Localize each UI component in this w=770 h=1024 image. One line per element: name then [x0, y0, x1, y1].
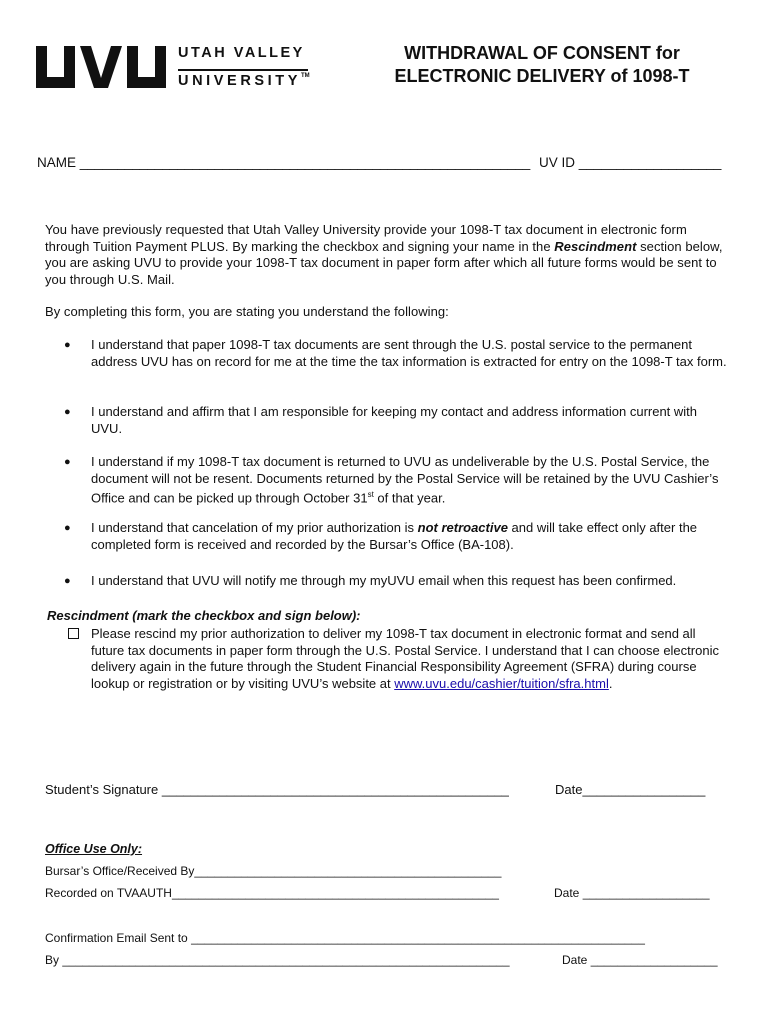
by-line: ___________________________________________________________________ — [62, 953, 510, 967]
by-field[interactable] — [45, 953, 510, 967]
bullet-3-sup: st — [367, 490, 374, 499]
recorded-date-line: ___________________ — [582, 886, 710, 900]
bullet-dot: ● — [64, 456, 71, 468]
bullet-item-2: I understand and affirm that I am responsible for keeping my contact and address information current with UVU. — [91, 404, 698, 436]
by-date-field[interactable] — [562, 953, 718, 967]
logo-divider — [178, 69, 308, 71]
bullet-3-text: I understand if my 1098-T tax document is returned to UVU as undeliverable by the U.S. Postal Service, the document will not be resent. Documents returned by the Postal Service will be retained by the UVU Cashier’s Office and can be picked up through October 31 — [91, 454, 719, 506]
uvu-logo-mark — [36, 46, 170, 90]
name-label: NAME — [37, 155, 77, 170]
form-title-line1: WITHDRAWAL OF CONSENT for — [404, 43, 680, 63]
logo-tm: TM — [301, 73, 310, 79]
signature-field[interactable] — [45, 782, 509, 797]
signature-date-line: _________________ — [582, 782, 706, 797]
bullet-4-emphasis: not retroactive — [417, 520, 508, 535]
logo-line-university — [178, 73, 310, 89]
received-label: Bursar’s Office/Received By — [45, 864, 195, 878]
bullet-dot: ● — [64, 575, 71, 587]
email-label: Confirmation Email Sent to — [45, 931, 188, 945]
intro-text-2: section below, you are asking UVU to provide your 1098-T tax document in paper form after which all future forms would be sent to you through U.S. Mail. — [45, 238, 723, 287]
rescindment-heading: Rescindment (mark the checkbox and sign below): — [47, 608, 361, 623]
form-title — [362, 42, 722, 88]
email-line: ____________________________________________________________________ — [191, 931, 645, 945]
signature-label: Student’s Signature — [45, 782, 159, 797]
by-label: By — [45, 953, 60, 967]
bullet-dot: ● — [64, 339, 71, 351]
rescind-checkbox[interactable] — [68, 628, 79, 639]
logo-line-utah-valley: UTAH VALLEY — [178, 45, 305, 61]
received-line: ______________________________________________ — [194, 864, 502, 878]
recorded-label: Recorded on TVAAUTH — [45, 886, 172, 900]
bullet-item-5: I understand that UVU will notify me through my myUVU email when this request has been confirmed. — [91, 573, 677, 588]
recorded-field[interactable] — [45, 886, 499, 900]
name-field[interactable] — [37, 155, 530, 170]
rescindment-text — [91, 626, 721, 692]
intro-emphasis: Rescindment — [554, 238, 637, 254]
uvid-label: UV ID — [539, 155, 576, 170]
intro-paragraph — [45, 222, 730, 288]
understand-intro: By completing this form, you are stating you understand the following: — [45, 304, 449, 319]
bullet-4-tail: and will take effect only after the completed form is received and recorded by the Bursar’s Office (BA-108). — [91, 520, 698, 552]
logo-university-text: UNIVERSITY — [178, 73, 302, 89]
bullet-3-tail: of that year. — [373, 490, 446, 506]
form-title-line2: ELECTRONIC DELIVERY of 1098-T — [394, 66, 690, 86]
sfra-link[interactable]: www.uvu.edu/cashier/tuition/sfra.html — [394, 675, 609, 691]
bullet-item-1: I understand that paper 1098-T tax documents are sent through the U.S. postal service to the permanent address UVU has on record for me at the time the tax information is extracted for entry on the 1098-T tax form. — [91, 337, 727, 369]
bullet-item-4 — [91, 520, 731, 553]
name-line: ____________________________________________________________ — [79, 155, 531, 170]
signature-line: ________________________________________________ — [161, 782, 509, 797]
bullet-dot: ● — [64, 522, 71, 534]
intro-text-1: You have previously requested that Utah Valley University provide your 1098-T tax document in electronic form through Tuition Payment PLUS. By marking the checkbox and signing your name in the — [45, 222, 687, 254]
uvid-line: ___________________ — [578, 155, 722, 170]
recorded-line: _________________________________________________ — [171, 886, 499, 900]
rescindment-period: . — [608, 675, 613, 691]
confirmation-email-field[interactable] — [45, 931, 645, 945]
rescindment-body: Please rescind my prior authorization to deliver my 1098-T tax document in electronic format and send all future tax documents in paper form through the U.S. Postal Service. I understand that I can choose electronic delivery again in the future through the Student Financial Responsibility Agreement (SFRA) during course lookup or registration or by visiting UVU’s website at — [91, 626, 719, 691]
bullet-dot: ● — [64, 406, 71, 418]
received-by-field[interactable] — [45, 864, 501, 878]
recorded-date-label: Date — [554, 886, 580, 900]
by-date-label: Date — [562, 953, 588, 967]
bullet-4-text: I understand that cancelation of my prior authorization is — [91, 520, 418, 535]
signature-date-field[interactable] — [555, 782, 705, 797]
bullet-item-3 — [91, 454, 731, 507]
by-date-line: ___________________ — [590, 953, 718, 967]
recorded-date-field[interactable] — [554, 886, 710, 900]
uvid-field[interactable] — [539, 155, 721, 170]
signature-date-label: Date — [555, 782, 583, 797]
office-use-heading: Office Use Only: — [45, 842, 143, 856]
